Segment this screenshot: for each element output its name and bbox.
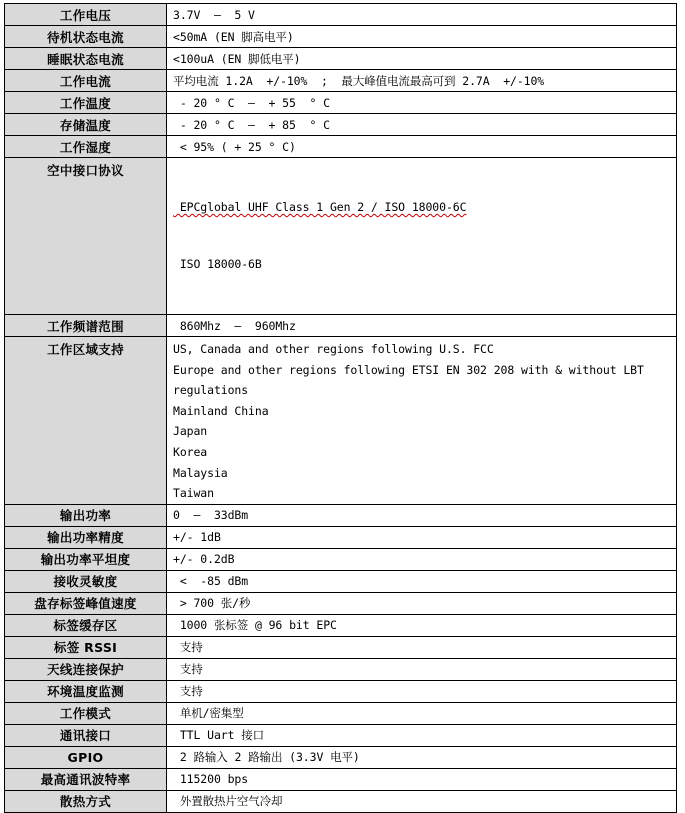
spec-value-line: Korea <box>173 444 208 459</box>
table-row <box>5 614 677 636</box>
spec-value-line: ISO 18000-6B <box>173 257 262 271</box>
spec-value: TTL Uart 接口 <box>167 724 677 746</box>
spec-key: 空中接口协议 <box>5 158 167 315</box>
table-row <box>5 26 677 48</box>
spec-key: 标签 RSSI <box>5 636 167 658</box>
spec-value-line: Mainland China <box>173 403 269 418</box>
spec-key: 输出功率 <box>5 504 167 526</box>
spec-key: GPIO <box>5 746 167 768</box>
spec-value: 支持 <box>167 636 677 658</box>
table-row <box>5 636 677 658</box>
spec-table <box>4 3 677 813</box>
spec-key: 工作电压 <box>5 4 167 26</box>
spec-value: 平均电流 1.2A +/-10% ; 最大峰值电流最高可到 2.7A +/-10% <box>167 70 677 92</box>
table-row <box>5 746 677 768</box>
spec-value: 支持 <box>167 658 677 680</box>
table-row <box>5 680 677 702</box>
spec-value-line: Europe and other regions following ETSI EN 302 208 with & without LBT regulations <box>173 362 644 398</box>
table-row <box>5 70 677 92</box>
spec-value: <100uA (EN 脚低电平) <box>167 48 677 70</box>
spec-value <box>167 337 677 505</box>
table-row <box>5 158 677 315</box>
spec-value: 支持 <box>167 680 677 702</box>
table-row <box>5 92 677 114</box>
spec-key: 天线连接保护 <box>5 658 167 680</box>
spec-key: 标签缓存区 <box>5 614 167 636</box>
spec-value <box>167 158 677 315</box>
spec-value: 1000 张标签 @ 96 bit EPC <box>167 614 677 636</box>
spec-key: 最高通讯波特率 <box>5 768 167 790</box>
table-row <box>5 790 677 812</box>
spec-value: <50mA (EN 脚高电平) <box>167 26 677 48</box>
spec-key: 工作频谱范围 <box>5 315 167 337</box>
spec-key: 通讯接口 <box>5 724 167 746</box>
spec-value: 3.7V – 5 V <box>167 4 677 26</box>
spec-key: 输出功率平坦度 <box>5 548 167 570</box>
spec-value: 单机/密集型 <box>167 702 677 724</box>
table-row <box>5 4 677 26</box>
table-row <box>5 315 677 337</box>
table-row <box>5 504 677 526</box>
spec-value: < 95% ( + 25 ° C) <box>167 136 677 158</box>
spec-value: - 20 ° C – + 85 ° C <box>167 114 677 136</box>
spec-key: 存储温度 <box>5 114 167 136</box>
spec-value: < -85 dBm <box>167 570 677 592</box>
table-row <box>5 337 677 505</box>
table-row <box>5 592 677 614</box>
table-row <box>5 724 677 746</box>
spec-key: 工作电流 <box>5 70 167 92</box>
spec-key: 工作区域支持 <box>5 337 167 505</box>
spec-value: 外置散热片空气冷却 <box>167 790 677 812</box>
table-row <box>5 768 677 790</box>
spec-value-line: US, Canada and other regions following U.S. FCC <box>173 342 494 356</box>
spec-key: 输出功率精度 <box>5 526 167 548</box>
table-row <box>5 658 677 680</box>
spec-value-line: Japan <box>173 424 208 439</box>
table-row <box>5 48 677 70</box>
table-row <box>5 136 677 158</box>
spec-key: 盘存标签峰值速度 <box>5 592 167 614</box>
table-row <box>5 548 677 570</box>
spec-value: +/- 1dB <box>167 526 677 548</box>
spec-value: - 20 ° C – + 55 ° C <box>167 92 677 114</box>
spec-key: 散热方式 <box>5 790 167 812</box>
spec-value: +/- 0.2dB <box>167 548 677 570</box>
spec-key: 工作温度 <box>5 92 167 114</box>
spec-value: > 700 张/秒 <box>167 592 677 614</box>
table-row <box>5 570 677 592</box>
table-row <box>5 526 677 548</box>
spec-value-line: Malaysia <box>173 465 228 480</box>
table-row <box>5 114 677 136</box>
spec-key: 待机状态电流 <box>5 26 167 48</box>
spec-value-line: EPCglobal UHF Class 1 Gen 2 / ISO 18000-6C <box>173 200 467 214</box>
spec-value: 115200 bps <box>167 768 677 790</box>
spec-key: 环境温度监测 <box>5 680 167 702</box>
spec-key: 工作湿度 <box>5 136 167 158</box>
spec-value-line: Taiwan <box>173 486 214 501</box>
spec-key: 睡眠状态电流 <box>5 48 167 70</box>
spec-value: 2 路输入 2 路输出 (3.3V 电平) <box>167 746 677 768</box>
table-row <box>5 702 677 724</box>
spec-value: 0 – 33dBm <box>167 504 677 526</box>
spec-key: 工作模式 <box>5 702 167 724</box>
spec-key: 接收灵敏度 <box>5 570 167 592</box>
spec-value: 860Mhz – 960Mhz <box>167 315 677 337</box>
